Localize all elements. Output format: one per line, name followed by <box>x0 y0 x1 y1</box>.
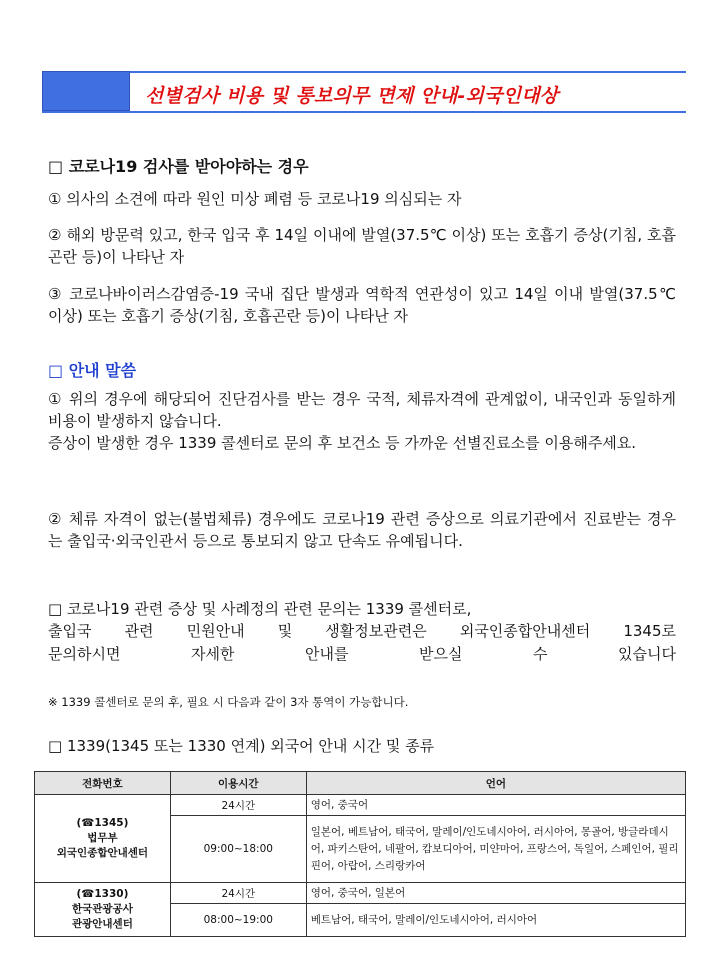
table-header-row <box>35 772 686 795</box>
language-cell: 일본어, 베트남어, 태국어, 말레이/인도네시아어, 러시아어, 몽골어, 방글라데시어, 파키스탄어, 네팔어, 캄보디아어, 미얀마어, 프랑스어, 독일어, 스페인어, 필리핀어, 아랍어, 스리랑카어 <box>306 816 685 883</box>
section3-line3: 문의하시면 자세한 안내를 받으실 수 있습니다 <box>48 645 676 663</box>
section3-line2: 출입국 관련 민원안내 및 생활정보관련은 외국인종합안내센터 1345로 <box>48 622 676 640</box>
org-phone: (☎1345) <box>76 817 129 829</box>
language-cell: 영어, 중국어 <box>306 795 685 816</box>
title-top-rule <box>130 71 686 73</box>
time-cell: 08:00~19:00 <box>170 904 306 937</box>
language-cell: 영어, 중국어, 일본어 <box>306 883 685 904</box>
time-cell: 24시간 <box>170 795 306 816</box>
language-cell: 베트남어, 태국어, 말레이/인도네시아어, 러시아어 <box>306 904 685 937</box>
section2-para1b: 증상이 발생한 경우 1339 콜센터로 문의 후 보건소 등 가까운 선별진료소를 이용해주세요. <box>48 434 637 452</box>
language-support-table <box>34 771 686 937</box>
section1-item-3: ③ 코로나바이러스감염증-19 국내 집단 발생과 역학적 연관성이 있고 14일 이내 발열(37.5℃ 이상) 또는 호흡기 증상(기침, 호흡곤란 등)이 나타난 자 <box>48 285 676 325</box>
section2-heading: □ 안내 말씀 <box>48 361 137 380</box>
org-cell-1345 <box>35 795 171 883</box>
org-cell-1330 <box>35 883 171 937</box>
title-accent-block <box>42 71 130 111</box>
page-title: 선별검사 비용 및 통보의무 면제 안내-외국인대상 <box>145 85 559 107</box>
org-center: 외국인종합안내센터 <box>56 847 149 859</box>
table-row <box>35 795 686 816</box>
section1-heading: □ 코로나19 검사를 받아야하는 경우 <box>48 157 309 176</box>
org-center: 관광안내센터 <box>71 918 133 930</box>
section3-line1: □ 코로나19 관련 증상 및 사례정의 관련 문의는 1339 콜센터로, <box>48 600 472 618</box>
title-bar <box>42 71 686 115</box>
table-row <box>35 883 686 904</box>
title-bottom-rule <box>42 111 686 113</box>
header-phone: 전화번호 <box>35 772 171 795</box>
interpretation-note: ※ 1339 콜센터로 문의 후, 필요 시 다음과 같이 3자 통역이 가능합니다. <box>48 695 409 709</box>
time-cell: 09:00~18:00 <box>170 816 306 883</box>
header-hours: 이용시간 <box>170 772 306 795</box>
section1-item-1: ① 의사의 소견에 따라 원인 미상 폐렴 등 코로나19 의심되는 자 <box>48 190 462 208</box>
table-heading: □ 1339(1345 또는 1330 연계) 외국어 안내 시간 및 종류 <box>48 737 435 755</box>
section1-item-2: ② 해외 방문력 있고, 한국 입국 후 14일 이내에 발열(37.5℃ 이상) 또는 호흡기 증상(기침, 호흡곤란 등)이 나타난 자 <box>48 226 676 266</box>
org-phone: (☎1330) <box>76 888 129 900</box>
org-name: 한국관광공사 <box>71 903 133 915</box>
org-name: 법무부 <box>87 832 118 844</box>
section2-para2: ② 체류 자격이 없는(불법체류) 경우에도 코로나19 관련 증상으로 의료기관에서 진료받는 경우는 출입국·외국인관서 등으로 통보되지 않고 단속도 유예됩니다. <box>48 510 676 550</box>
section2-para1a: ① 위의 경우에 해당되어 진단검사를 받는 경우 국적, 체류자격에 관계없이, 내국인과 동일하게 비용이 발생하지 않습니다. <box>48 390 676 430</box>
header-language: 언어 <box>306 772 685 795</box>
time-cell: 24시간 <box>170 883 306 904</box>
